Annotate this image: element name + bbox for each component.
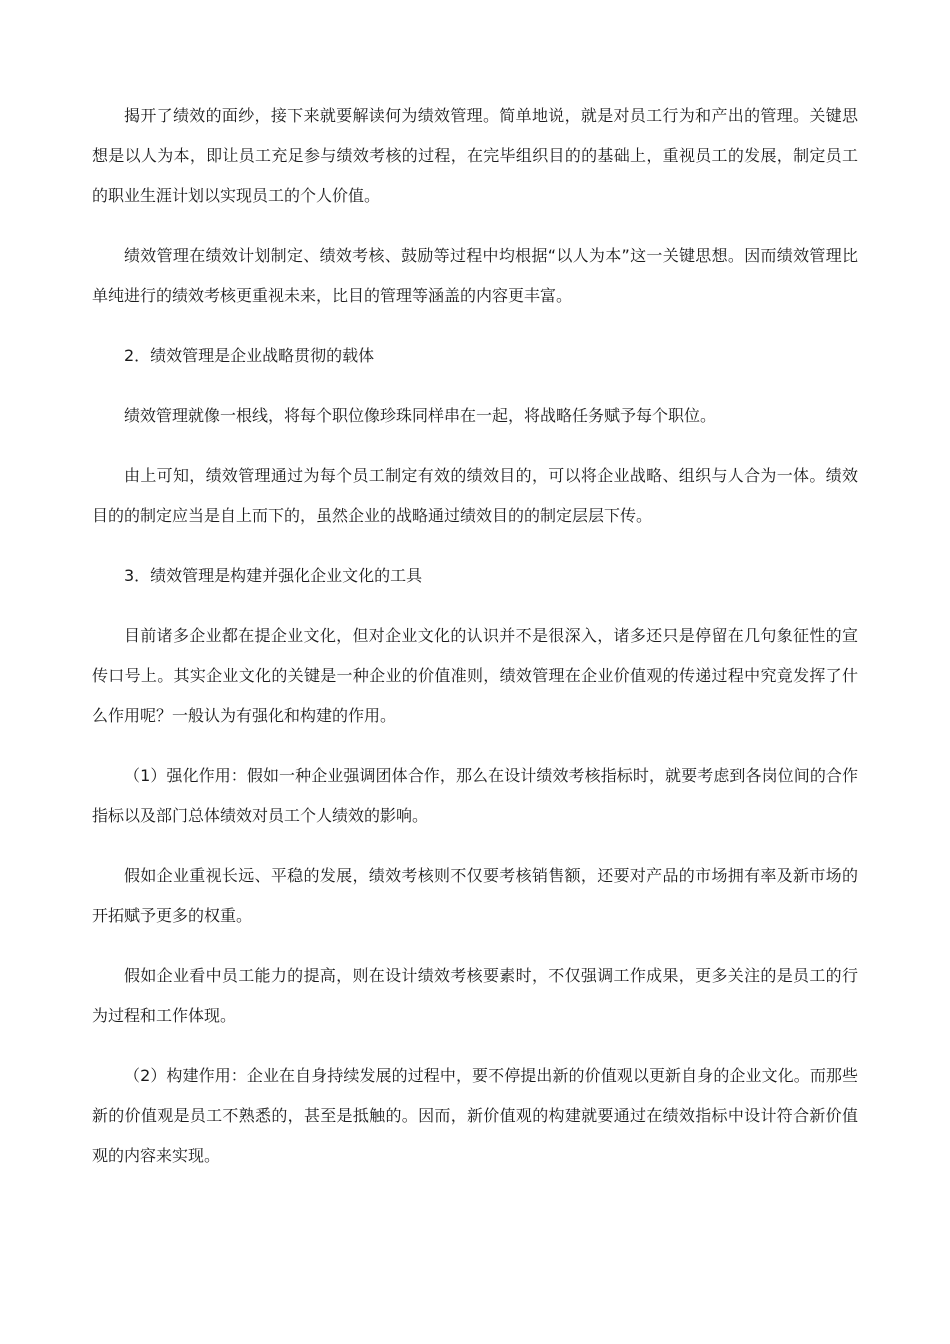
paragraph-people-oriented: 绩效管理在绩效计划制定、绩效考核、鼓励等过程中均根据“以人为本”这一关键思想。因而绩效管理比单纯进行的绩效考核更重视未来，比目的管理等涵盖的内容更丰富。: [92, 246, 858, 305]
paragraph-long-term: 假如企业重视长远、平稳的发展，绩效考核则不仅要考核销售额，还要对产品的市场拥有率及新市场的开拓赋予更多的权重。: [92, 866, 858, 925]
paragraph-intro: 揭开了绩效的面纱，接下来就要解读何为绩效管理。简单地说，就是对员工行为和产出的管理。关键思想是以人为本，即让员工充足参与绩效考核的过程，在完毕组织目的的基础上，重视员工的发展，制定员工的职业生涯计划以实现员工的个人价值。: [92, 106, 858, 205]
section-heading-2: 2．绩效管理是企业战略贯彻的载体: [124, 346, 375, 365]
paragraph-corporate-culture: 目前诸多企业都在提企业文化，但对企业文化的认识并不是很深入，诸多还只是停留在几句象征性的宣传口号上。其实企业文化的关键是一种企业的价值准则，绩效管理在企业价值观的传递过程中究竟发挥了什么作用呢？一般认为有强化和构建的作用。: [92, 626, 858, 725]
section-heading-3: 3．绩效管理是构建并强化企业文化的工具: [124, 566, 423, 585]
paragraph-construct-role: （2）构建作用：企业在自身持续发展的过程中，要不停提出新的价值观以更新自身的企业文化。而那些新的价值观是员工不熟悉的，甚至是抵触的。因而，新价值观的构建就要通过在绩效指标中设计符合新价值观的内容来实现。: [92, 1066, 858, 1165]
paragraph-thread-analogy: 绩效管理就像一根线，将每个职位像珍珠同样串在一起，将战略任务赋予每个职位。: [124, 406, 717, 425]
paragraph-ability: 假如企业看中员工能力的提高，则在设计绩效考核要素时，不仅强调工作成果，更多关注的是员工的行为过程和工作体现。: [92, 966, 858, 1025]
document-page: [92, 96, 858, 1176]
paragraph-strategy-goals: 由上可知，绩效管理通过为每个员工制定有效的绩效目的，可以将企业战略、组织与人合为一体。绩效目的的制定应当是自上而下的，虽然企业的战略通过绩效目的的制定层层下传。: [92, 466, 858, 525]
paragraph-reinforce-role: （1）强化作用：假如一种企业强调团体合作，那么在设计绩效考核指标时，就要考虑到各岗位间的合作指标以及部门总体绩效对员工个人绩效的影响。: [92, 766, 858, 825]
